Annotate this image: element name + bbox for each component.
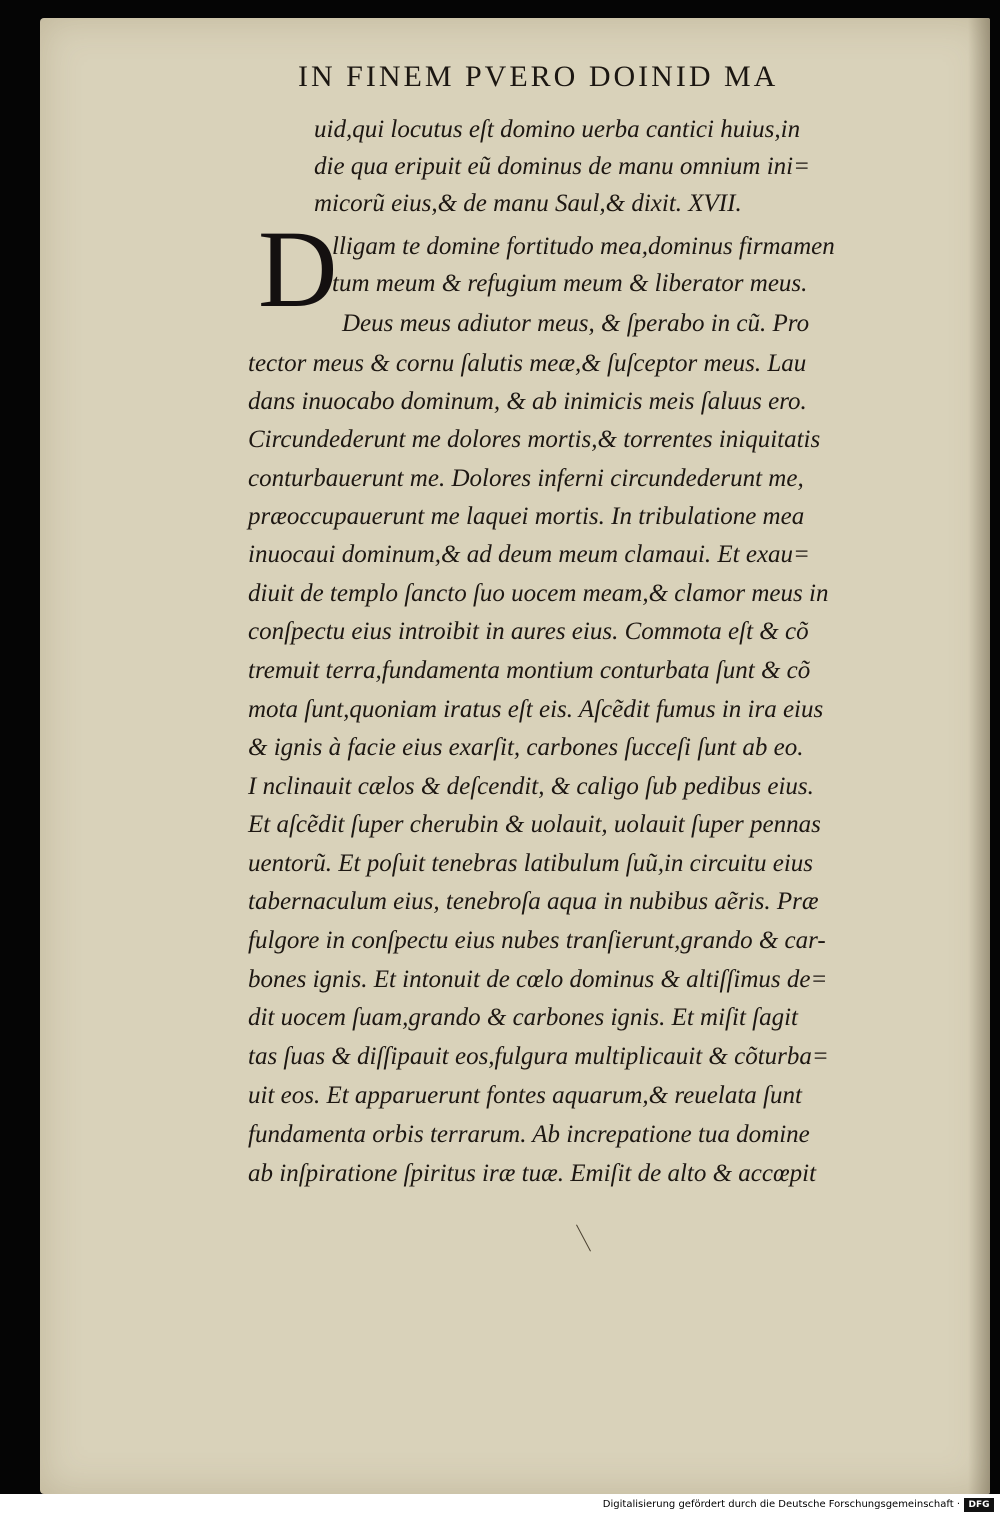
text-line: mota ſunt,quoniam iratus eſt eis. Aſcẽdit fumus in ira eius — [248, 696, 824, 723]
text-line: lligam te domine fortitudo mea,dominus firmamen — [332, 233, 835, 260]
text-line: fulgore in conſpectu eius nubes tranſierunt,grando & car- — [248, 927, 826, 954]
text-line: præoccupauerunt me laquei mortis. In tribulatione mea — [248, 503, 805, 530]
text-line: Et aſcẽdit ſuper cherubin & uolauit, uolauit ſuper pennas — [248, 811, 821, 838]
text-line: uit eos. Et apparuerunt fontes aquarum,& reuelata ſunt — [248, 1082, 802, 1109]
text-line: conturbauerunt me. Dolores inferni circundederunt me, — [248, 465, 804, 492]
text-line: tremuit terra,fundamenta montium conturbata ſunt & cõ — [248, 657, 811, 684]
text-line: tas ſuas & diſſipauit eos,fulgura multiplicauit & cõturba= — [248, 1043, 829, 1070]
text-line: tum meum & refugium meum & liberator meus. — [332, 270, 808, 297]
text-line: uid,qui locutus eſt domino uerba cantici huius,in — [314, 116, 801, 143]
text-line: diuit de templo ſancto ſuo uocem meam,& clamor meus in — [248, 580, 829, 607]
page-gutter-shadow — [968, 18, 990, 1494]
text-line: dans inuocabo dominum, & ab inimicis meis ſaluus ero. — [248, 388, 807, 415]
text-line: micorũ eius,& de manu Saul,& dixit. XVII. — [314, 190, 742, 217]
dfg-logo-icon: DFG — [964, 1498, 994, 1512]
page-heading: IN FINEM PVERO DOINID MA — [298, 60, 779, 93]
drop-capital: D — [258, 208, 338, 330]
text-line: ab inſpiratione ſpiritus iræ tuæ. Emiſit de alto & accœpit — [248, 1160, 817, 1187]
text-line: inuocaui dominum,& ad deum meum clamaui. Et exau= — [248, 541, 810, 568]
text-line: die qua eripuit eũ dominus de manu omnium ini= — [314, 153, 810, 180]
text-line: dit uocem ſuam,grando & carbones ignis. Et miſit ſagit — [248, 1004, 798, 1031]
text-line: Circundederunt me dolores mortis,& torrentes iniquitatis — [248, 426, 821, 453]
footer-credit: Digitalisierung gefördert durch die Deutsche Forschungsgemeinschaft · — [602, 1499, 960, 1510]
book-page — [40, 18, 990, 1494]
text-line: uentorũ. Et poſuit tenebras latibulum ſuũ,in circuitu eius — [248, 850, 814, 877]
text-line: Deus meus adiutor meus, & ſperabo in cũ. Pro — [342, 310, 810, 337]
text-line: fundamenta orbis terrarum. Ab increpatione tua domine — [248, 1121, 810, 1148]
footer-bar — [0, 1494, 1000, 1518]
text-line: tector meus & cornu ſalutis meæ,& ſuſceptor meus. Lau — [248, 350, 807, 377]
text-line: tabernaculum eius, tenebroſa aqua in nubibus aẽris. Præ — [248, 888, 819, 915]
text-line: bones ignis. Et intonuit de cœlo dominus & altiſſimus de= — [248, 966, 828, 993]
text-line: I nclinauit cælos & deſcendit, & caligo ſub pedibus eius. — [248, 773, 814, 800]
ink-mark — [576, 1225, 591, 1252]
text-line: & ignis à facie eius exarſit, carbones ſucceſi ſunt ab eo. — [248, 734, 804, 761]
text-line: conſpectu eius introibit in aures eius. Commota eſt & cõ — [248, 618, 809, 645]
